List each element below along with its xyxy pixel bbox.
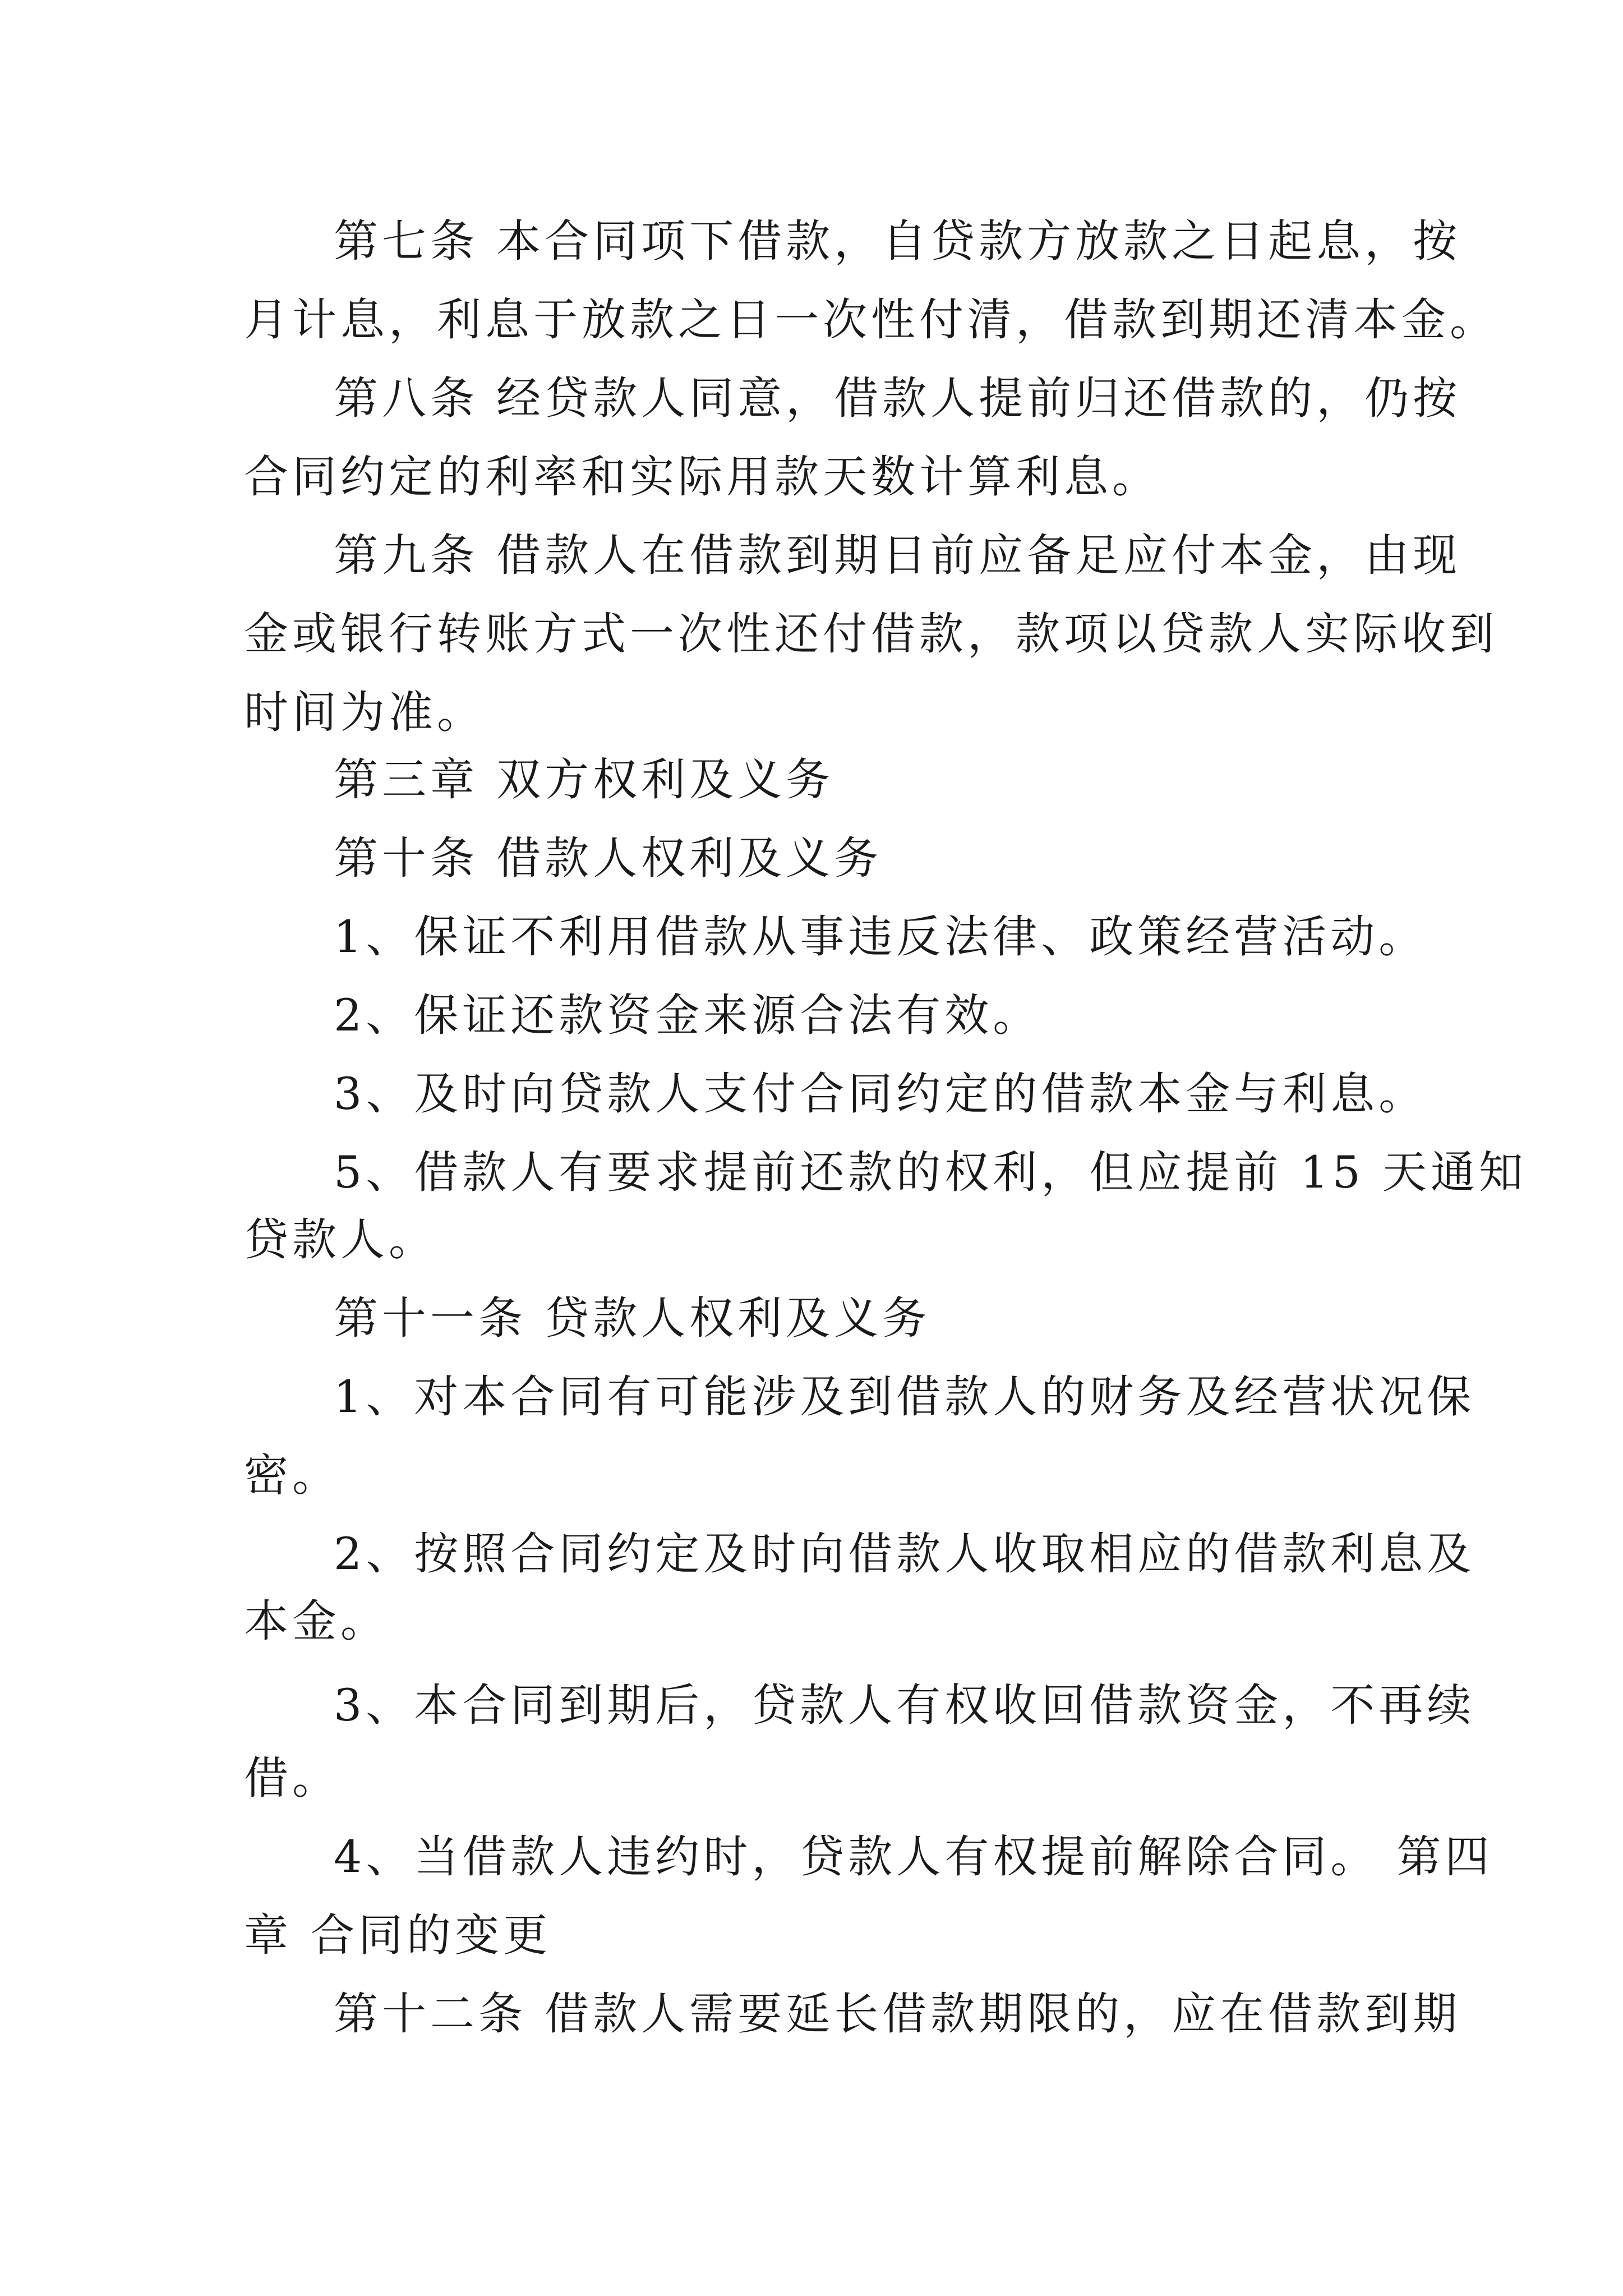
clause-10-item-5-line-1: 5、借款人有要求提前还款的权利，但应提前 15 天通知 [334, 1147, 1528, 1198]
clause-11-item-1-line-1: 1、对本合同有可能涉及到借款人的财务及经营状况保 [334, 1371, 1476, 1423]
clause-10-item-2: 2、保证还款资金来源合法有效。 [334, 990, 1041, 1041]
clause-12-line-1: 第十二条 借款人需要延长借款期限的，应在借款到期 [334, 1988, 1461, 2040]
clause-9-line-2: 金或银行转账方式一次性还付借款，款项以贷款人实际收到 [244, 608, 1498, 660]
clause-11-item-3-line-2: 借。 [244, 1752, 340, 1804]
chapter-4-heading: 章 合同的变更 [244, 1910, 552, 1961]
clause-10-item-1: 1、保证不利用借款从事违反法律、政策经营活动。 [334, 911, 1427, 963]
clause-10-item-3: 3、及时向贷款人支付合同约定的借款本金与利息。 [334, 1068, 1427, 1120]
chapter-3-heading: 第三章 双方权利及义务 [334, 754, 834, 806]
clause-7-line-1: 第七条 本合同项下借款，自贷款方放款之日起息，按 [334, 215, 1461, 267]
clause-8-line-1: 第八条 经贷款人同意，借款人提前归还借款的，仍按 [334, 372, 1461, 424]
clause-11-item-1-line-2: 密。 [244, 1450, 340, 1501]
clause-9-line-1: 第九条 借款人在借款到期日前应备足应付本金，由现 [334, 530, 1461, 581]
clause-11-item-4-line-1: 4、当借款人违约时，贷款人有权提前解除合同。 第四 [334, 1831, 1493, 1883]
clause-11-item-2-line-1: 2、按照合同约定及时向借款人收取相应的借款利息及 [334, 1528, 1476, 1580]
clause-11-item-3-line-1: 3、本合同到期后，贷款人有权收回借款资金，不再续 [334, 1680, 1476, 1731]
clause-11-heading: 第十一条 贷款人权利及义务 [334, 1292, 931, 1344]
clause-10-heading: 第十条 借款人权利及义务 [334, 832, 883, 884]
clause-10-item-5-line-2: 贷款人。 [244, 1214, 437, 1266]
clause-11-item-2-line-2: 本金。 [244, 1595, 389, 1647]
clause-9-line-3: 时间为准。 [244, 687, 485, 738]
clause-7-line-2: 月计息，利息于放款之日一次性付清，借款到期还清本金。 [244, 294, 1498, 346]
clause-8-line-2: 合同约定的利率和实际用款天数计算利息。 [244, 451, 1160, 503]
